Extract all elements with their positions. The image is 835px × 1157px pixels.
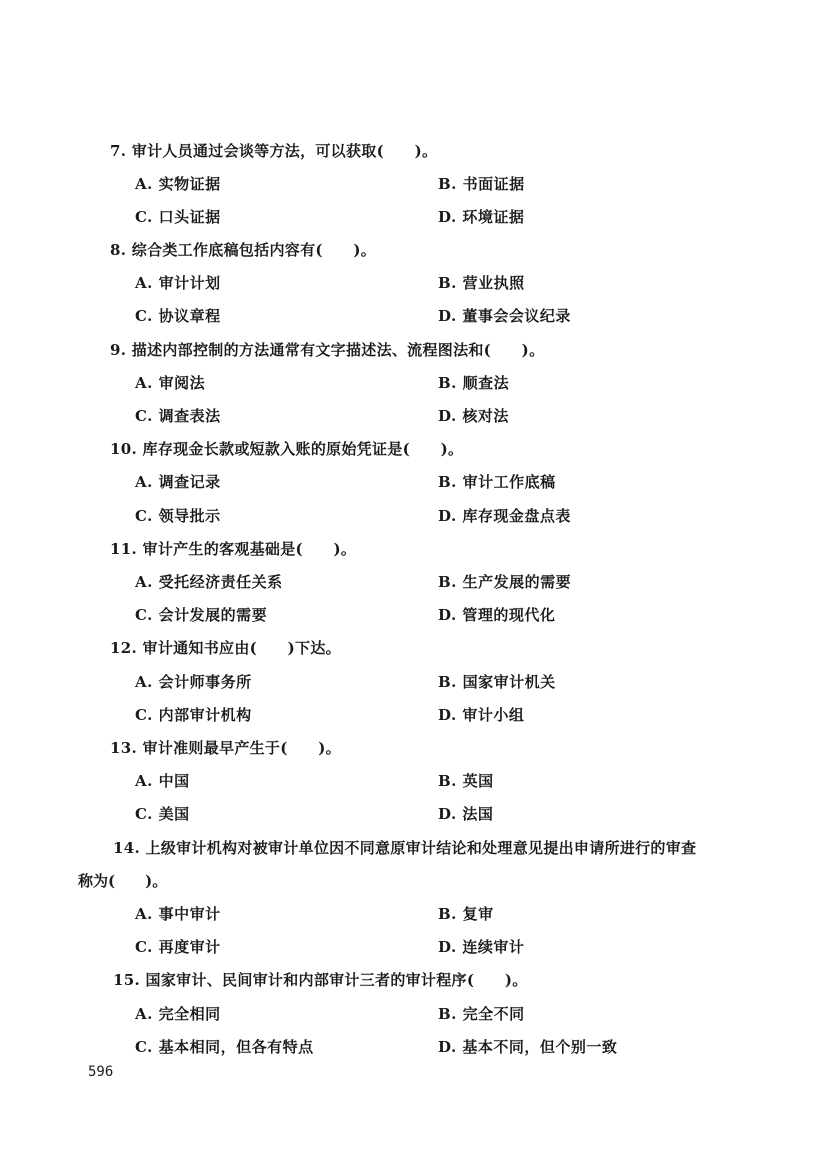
q9-option-c: C. 调查表法	[135, 407, 221, 425]
question-8: 8. 综合类工作底稿包括内容有( )。	[110, 241, 377, 259]
q7-option-d: D. 环境证据	[438, 208, 525, 226]
q13-option-d: D. 法国	[438, 805, 494, 823]
q10-option-a: A. 调查记录	[135, 473, 221, 491]
question-11: 11. 审计产生的客观基础是( )。	[110, 540, 357, 558]
q12-option-d: D. 审计小组	[438, 706, 525, 724]
q15-option-c: C. 基本相同，但各有特点	[135, 1038, 314, 1056]
question-10: 10. 库存现金长款或短款入账的原始凭证是( )。	[110, 440, 464, 458]
q10-option-d: D. 库存现金盘点表	[438, 507, 571, 525]
question-7: 7. 审计人员通过会谈等方法，可以获取( )。	[110, 142, 438, 160]
question-12: 12. 审计通知书应由( )下达。	[110, 639, 341, 657]
q8-option-b: B. 营业执照	[438, 274, 525, 292]
q8-option-d: D. 董事会会议纪录	[438, 307, 571, 325]
q9-option-d: D. 核对法	[438, 407, 509, 425]
q10-option-c: C. 领导批示	[135, 507, 221, 525]
q9-option-a: A. 审阅法	[135, 374, 206, 392]
q10-option-b: B. 审计工作底稿	[438, 473, 556, 491]
q12-option-c: C. 内部审计机构	[135, 706, 252, 724]
q13-option-c: C. 美国	[135, 805, 190, 823]
q13-option-b: B. 英国	[438, 772, 494, 790]
q12-option-b: B. 国家审计机关	[438, 673, 556, 691]
q14-option-c: C. 再度审计	[135, 938, 221, 956]
question-9: 9. 描述内部控制的方法通常有文字描述法、流程图法和( )。	[110, 341, 545, 359]
q8-option-a: A. 审计计划	[135, 274, 221, 292]
q7-option-b: B. 书面证据	[438, 175, 525, 193]
q13-option-a: A. 中国	[135, 772, 190, 790]
q11-option-b: B. 生产发展的需要	[438, 573, 572, 591]
q9-option-b: B. 顺查法	[438, 374, 510, 392]
page-number: 596	[88, 1064, 114, 1080]
q15-option-b: B. 完全不同	[438, 1005, 525, 1023]
q12-option-a: A. 会计师事务所	[135, 673, 252, 691]
question-14: 14. 上级审计机构对被审计单位因不同意原审计结论和处理意见提出申请所进行的审查	[113, 839, 697, 857]
q14-option-d: D. 连续审计	[438, 938, 525, 956]
q7-option-a: A. 实物证据	[135, 175, 221, 193]
q14-option-a: A. 事中审计	[135, 905, 221, 923]
question-14-continued: 称为( )。	[78, 872, 168, 890]
q7-option-c: C. 口头证据	[135, 208, 221, 226]
q11-option-c: C. 会计发展的需要	[135, 606, 268, 624]
q14-option-b: B. 复审	[438, 905, 494, 923]
q8-option-c: C. 协议章程	[135, 307, 221, 325]
q11-option-d: D. 管理的现代化	[438, 606, 556, 624]
q11-option-a: A. 受托经济责任关系	[135, 573, 283, 591]
q15-option-d: D. 基本不同，但个别一致	[438, 1038, 618, 1056]
question-15: 15. 国家审计、民间审计和内部审计三者的审计程序( )。	[113, 971, 528, 989]
question-13: 13. 审计准则最早产生于( )。	[110, 739, 341, 757]
q15-option-a: A. 完全相同	[135, 1005, 221, 1023]
